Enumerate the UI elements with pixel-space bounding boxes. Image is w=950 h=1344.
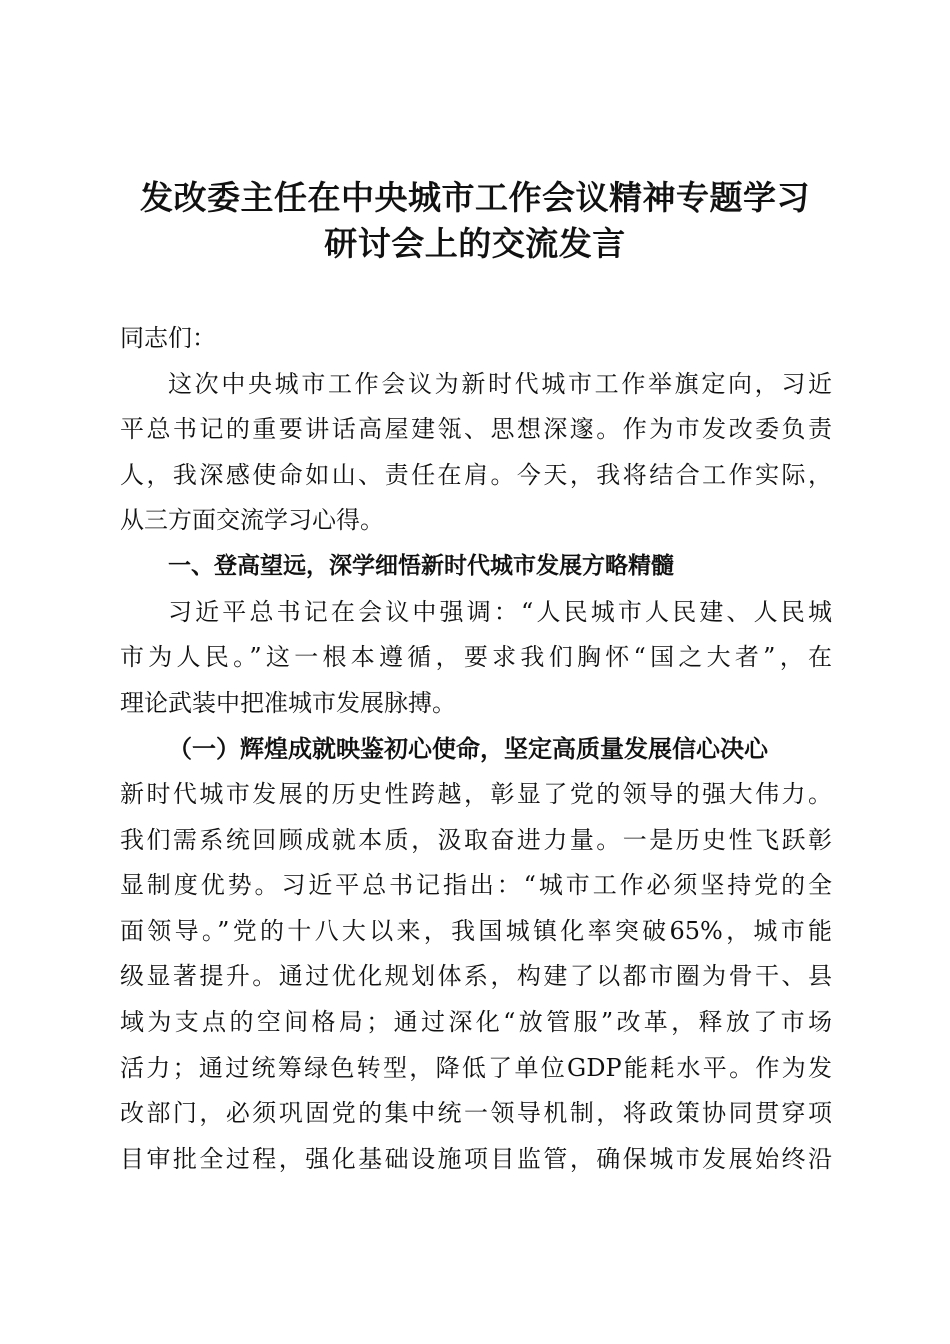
document-title-line-1: 发改委主任在中央城市工作会议精神专题学习 — [140, 178, 810, 217]
subsection-1-line: 新时代城市发展的历史性跨越，彰显了党的领导的强大伟力。 — [120, 779, 832, 808]
intro-line: 从三方面交流学习心得。 — [120, 506, 384, 535]
subsection-1-line: 面领导。”党的十八大以来，我国城镇化率突破65%，城市能 — [120, 916, 832, 945]
document-body — [120, 316, 832, 1182]
subsection-1-line: 显制度优势。习近平总书记指出：“城市工作必须坚持党的全 — [120, 871, 832, 900]
document-title-line-2: 研讨会上的交流发言 — [324, 224, 626, 263]
subsection-1-line: 域为支点的空间格局；通过深化“放管服”改革，释放了市场 — [120, 1007, 832, 1036]
intro-line: 平总书记的重要讲话高屋建瓴、思想深邃。作为市发改委负责 — [120, 415, 832, 444]
subsection-1-line: 活力；通过统筹绿色转型，降低了单位GDP能耗水平。作为发 — [120, 1053, 832, 1082]
subsection-1-heading: （一）辉煌成就映鉴初心使命，坚定高质量发展信心决心 — [168, 734, 768, 764]
section-1-line: 习近平总书记在会议中强调：“人民城市人民建、人民城 — [168, 597, 832, 626]
intro-line: 人，我深感使命如山、责任在肩。今天，我将结合工作实际， — [120, 460, 832, 489]
section-1-line: 市为人民。”这一根本遵循，要求我们胸怀“国之大者”，在 — [120, 643, 832, 672]
section-1-line: 理论武装中把准城市发展脉搏。 — [120, 688, 456, 717]
subsection-1-line: 目审批全过程，强化基础设施项目监管，确保城市发展始终沿 — [120, 1144, 832, 1173]
subsection-1-line: 我们需系统回顾成就本质，汲取奋进力量。一是历史性飞跃彰 — [120, 825, 832, 854]
section-1-heading: 一、登高望远，深学细悟新时代城市发展方略精髓 — [168, 552, 674, 579]
intro-line: 这次中央城市工作会议为新时代城市工作举旗定向，习近 — [168, 369, 832, 398]
subsection-1-line: 级显著提升。通过优化规划体系，构建了以都市圈为骨干、县 — [120, 962, 832, 991]
subsection-1-line: 改部门，必须巩固党的集中统一领导机制，将政策协同贯穿项 — [120, 1099, 832, 1128]
salutation: 同志们： — [120, 324, 216, 352]
